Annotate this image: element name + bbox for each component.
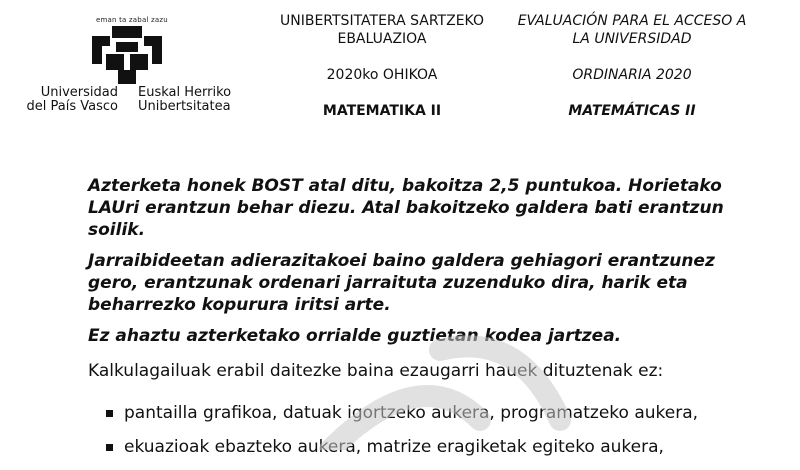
- logo-es-line2: del País Vasco: [26, 99, 118, 114]
- instruction-paragraph-3: Ez ahaztu azterketako orrialde guztietan kodea jartzea.: [88, 326, 622, 346]
- logo-motto: eman ta zabal zazu: [96, 16, 168, 24]
- header-spanish-title-line2: LA UNIVERSIDAD: [572, 31, 692, 47]
- university-logo: [14, 14, 244, 114]
- header-spanish-title-line1: EVALUACIÓN PARA EL ACCESO A: [517, 13, 747, 29]
- calculator-intro: Kalkulagailuak erabil daitezke baina ezaugarri hauek dituztenak ez:: [88, 361, 664, 381]
- header-spanish-session: ORDINARIA 2020: [572, 67, 692, 83]
- exam-instructions: [88, 175, 728, 356]
- instruction-paragraph-2: Jarraibideetan adierazitakoei baino galdera gehiagori erantzunez gero, erantzunak ordenari jarraituta zuzenduko dira, harik eta beharrezko kopurura iritsi arte.: [88, 251, 715, 315]
- list-item-text: pantailla grafikoa, datuak igortzeko aukera, programatzeko aukera,: [124, 403, 699, 423]
- header-basque-subject: MATEMATIKA II: [322, 103, 442, 119]
- header-basque-session: 2020ko OHIKOA: [326, 67, 438, 83]
- logo-eu-line2: Unibertsitatea: [138, 99, 231, 114]
- header-basque-title-line2: EBALUAZIOA: [337, 31, 427, 47]
- logo-es-line1: Universidad: [40, 85, 118, 100]
- instruction-paragraph-1: Azterketa honek BOST atal ditu, bakoitza 2,5 puntukoa. Horietako LAUri erantzun behar diezu. Atal bakoitzeko galdera bati erantzun soilik.: [88, 176, 724, 240]
- header-spanish-subject: MATEMÁTICAS II: [568, 103, 696, 119]
- header-basque-title-line1: UNIBERTSITATERA SARTZEKO: [280, 13, 484, 29]
- logo-name-spanish: [18, 86, 118, 114]
- header-basque: [257, 12, 507, 120]
- calculator-restrictions-list: [104, 402, 744, 470]
- university-emblem-icon: [92, 26, 162, 84]
- list-item: [104, 436, 744, 458]
- header-spanish: [507, 12, 757, 120]
- bullet-icon: [106, 410, 113, 417]
- logo-eu-line1: Euskal Herriko: [138, 85, 232, 100]
- logo-name-basque: [138, 86, 231, 114]
- list-item-text: ekuazioak ebazteko aukera, matrize eragiketak egiteko aukera,: [124, 437, 664, 457]
- list-item: [104, 402, 744, 424]
